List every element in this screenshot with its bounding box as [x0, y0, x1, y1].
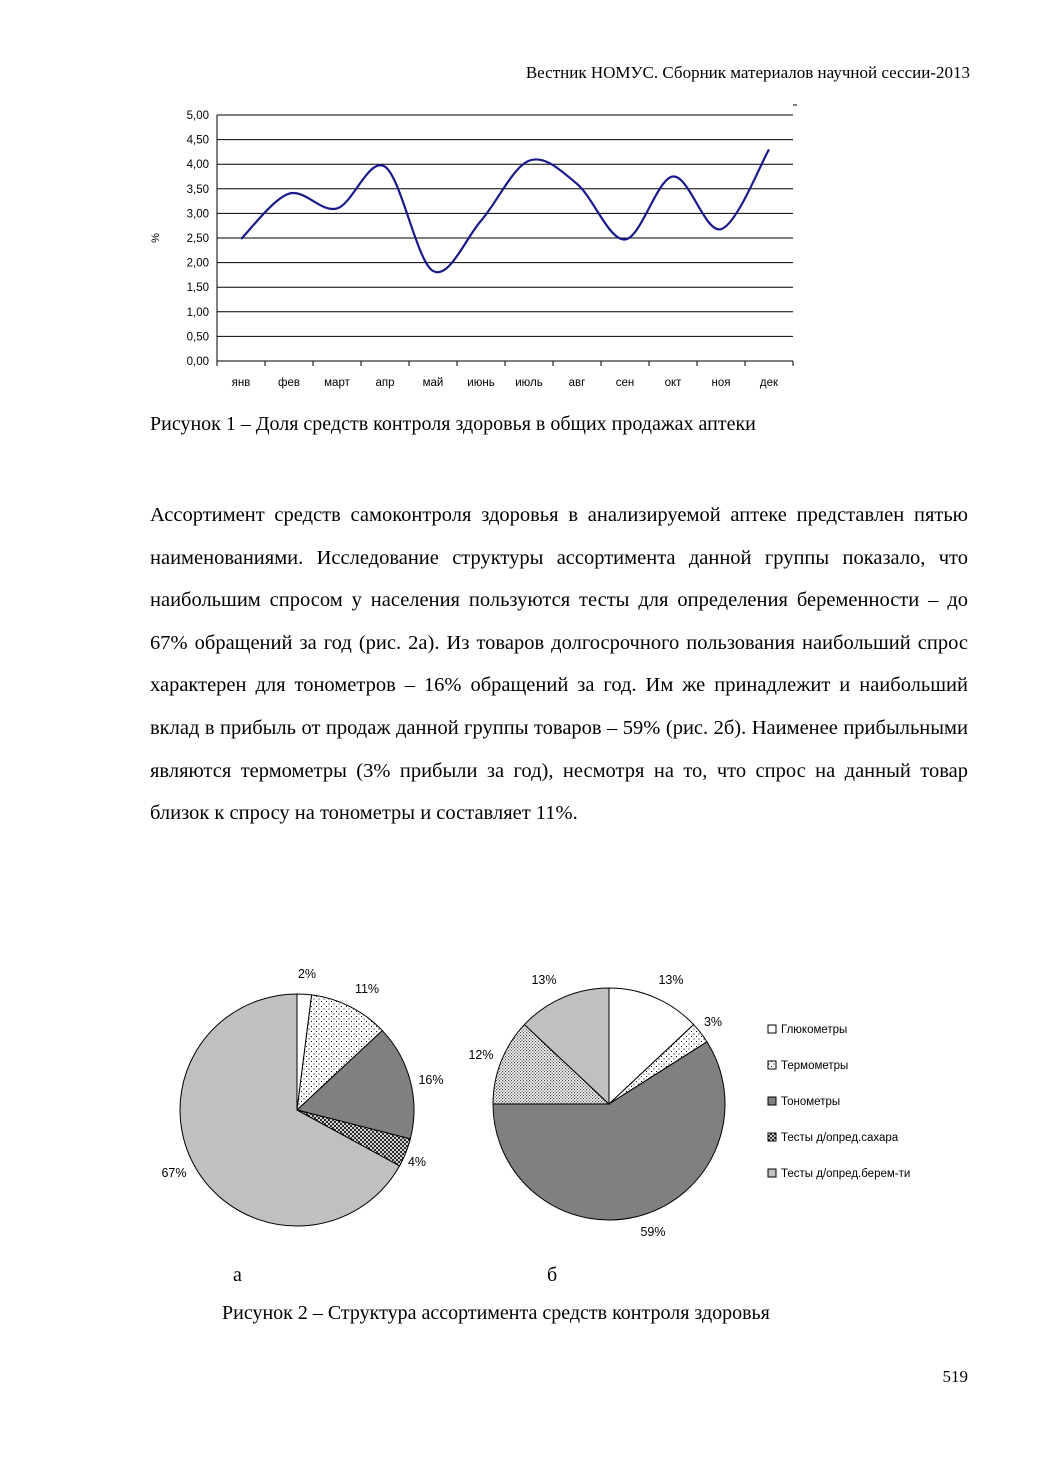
y-tick-label: 0,50 [186, 331, 209, 344]
legend-swatch [768, 1097, 776, 1105]
legend-swatch [768, 1169, 776, 1177]
pie-b-slice-label: 59% [640, 1225, 666, 1239]
y-tick-label: 1,00 [186, 306, 209, 319]
pie-a-slice-label: 4% [407, 1155, 427, 1169]
y-tick-label: 4,00 [186, 159, 209, 172]
y-tick-label: 5,00 [186, 110, 209, 122]
legend-swatch [768, 1025, 776, 1033]
figure-2-pie-charts [145, 960, 975, 1250]
running-header: Вестник НОМУС. Сборник материалов научной сессии-2013 [525, 63, 970, 82]
pie-charts-svg [145, 960, 975, 1250]
body-paragraph: Ассортимент средств самоконтроля здоровья в анализируемой аптеке представлен пятью наименованиями. Исследование структуры ассортимента данной группы показало, что наибольшим спросом у населения пользуются тесты для определения беременности – до 67% обращений за год (рис. 2а). Из товаров долгосрочного пользования наибольший спрос характерен для тонометров – 16% обращений за год. Им же принадлежит и наибольший вклад в прибыль от продаж данной группы товаров – 59% (рис. 2б). Наименее прибыльными являются термометры (3% прибыли за год), несмотря на то, что спрос на данный товар близок к спросу на тонометры и составляет 11%. [150, 504, 968, 825]
x-tick-label: сен [615, 377, 635, 389]
legend-swatch [768, 1061, 776, 1069]
y-tick-label: 3,00 [186, 208, 209, 221]
legend-swatch [768, 1133, 776, 1141]
line-chart-svg [145, 95, 805, 400]
pie-b-slice-label: 13% [531, 973, 557, 987]
figure-2a-label: а [233, 1264, 242, 1286]
y-tick-label: 3,50 [186, 183, 209, 196]
pie-a-slice-label: 16% [418, 1073, 444, 1087]
y-axis-label: % [150, 233, 162, 243]
y-tick-label: 2,00 [186, 257, 209, 270]
legend-item: Тесты д/опред.берем-ти [781, 1168, 911, 1180]
page-number: 519 [942, 1367, 968, 1386]
y-tick-label: 4,50 [186, 134, 209, 147]
figure-2b-label: б [547, 1264, 558, 1286]
x-tick-label: янв [231, 377, 251, 389]
figure-1-caption: Рисунок 1 – Доля средств контроля здоровья в общих продажах аптеки [150, 413, 756, 435]
x-tick-label: ноя [711, 377, 731, 389]
series-line [241, 149, 769, 272]
legend-item: Глюкометры [781, 1024, 848, 1036]
y-tick-label: 2,50 [186, 233, 209, 245]
x-tick-label: июль [515, 377, 543, 389]
pie-a-slice-label: 11% [354, 982, 380, 996]
x-tick-label: май [422, 377, 444, 389]
x-tick-label: авг [568, 377, 586, 389]
y-tick-label: 1,50 [186, 282, 209, 295]
x-tick-label: апр [375, 377, 395, 389]
pie-b-slice-label: 3% [703, 1015, 723, 1029]
pie-b-slice-label: 12% [468, 1048, 494, 1062]
pie-b-slice-label: 13% [658, 973, 684, 987]
legend-item: Тесты д/опред.сахара [781, 1132, 899, 1144]
figure-2-caption: Рисунок 2 – Структура ассортимента средств контроля здоровья [222, 1302, 770, 1324]
x-tick-label: фев [278, 377, 300, 389]
x-tick-label: дек [759, 377, 779, 389]
figure-1-line-chart [145, 95, 805, 400]
y-tick-label: 0,00 [186, 356, 209, 368]
x-tick-label: март [324, 377, 350, 389]
legend-item: Тонометры [781, 1096, 841, 1108]
legend-item: Термометры [781, 1060, 849, 1072]
pie-a-slice-label: 67% [161, 1166, 187, 1180]
x-tick-label: июнь [467, 377, 495, 389]
pie-a-slice-label: 2% [297, 967, 317, 981]
x-tick-label: окт [664, 377, 682, 389]
